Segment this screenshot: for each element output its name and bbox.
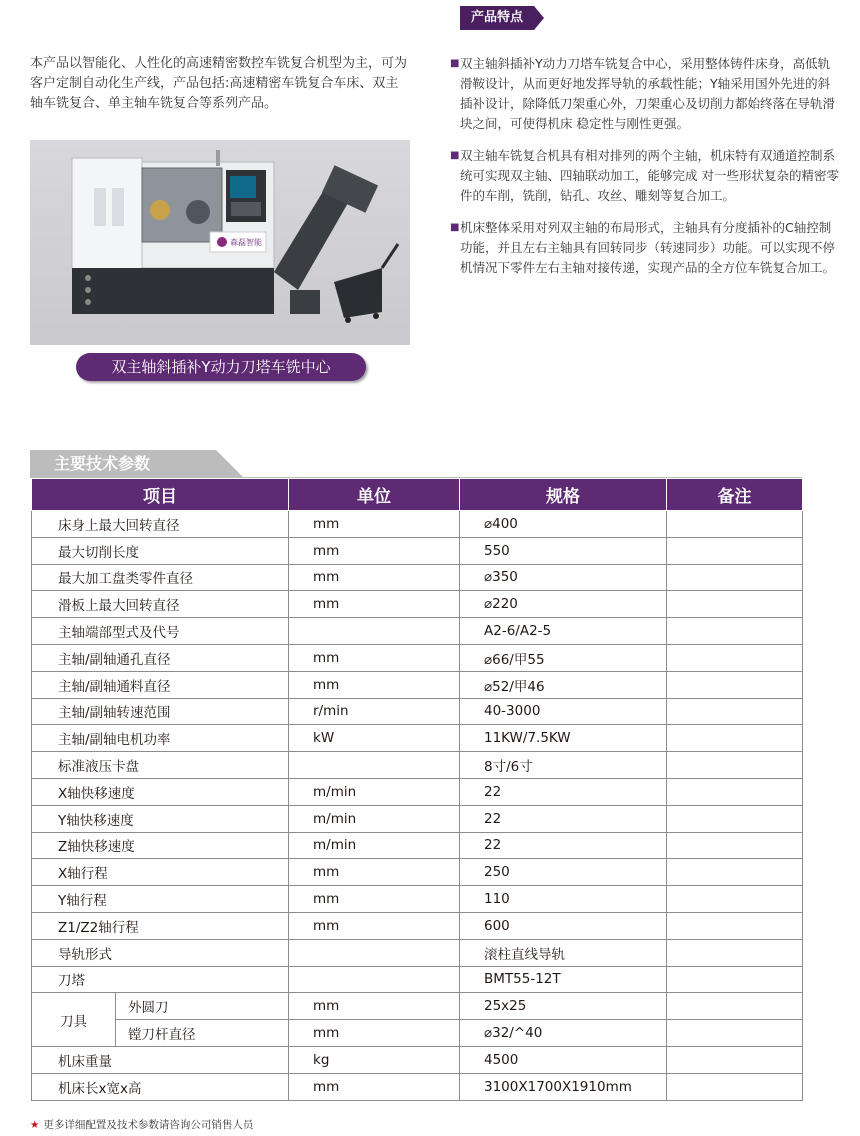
footnote	[30, 1117, 253, 1132]
header-unit: 单位	[289, 479, 460, 511]
cell-note	[667, 671, 803, 698]
cell-item: 滑板上最大回转直径	[32, 591, 289, 618]
cell-item: 最大加工盘类零件直径	[32, 564, 289, 591]
cell-spec: 22	[460, 805, 667, 832]
table-row	[32, 564, 803, 591]
cell-item: 导轨形式	[32, 939, 289, 966]
cell-spec: 110	[460, 886, 667, 913]
cell-unit: mm	[289, 644, 460, 671]
cell-spec: ⌀350	[460, 564, 667, 591]
table-row	[32, 725, 803, 752]
cell-item: Z1/Z2轴行程	[32, 912, 289, 939]
cell-note	[667, 1046, 803, 1073]
cell-note	[667, 859, 803, 886]
cell-unit	[289, 939, 460, 966]
cell-note	[667, 618, 803, 645]
bullet-icon: ■	[450, 222, 460, 233]
table-row	[32, 939, 803, 966]
cell-item: Y轴快移速度	[32, 805, 289, 832]
features-list	[450, 54, 842, 290]
cell-note	[667, 1073, 803, 1100]
cell-note	[667, 511, 803, 538]
footnote-text: 更多详细配置及技术参数请咨询公司销售人员	[43, 1119, 254, 1131]
cell-note	[667, 832, 803, 859]
cell-unit: mm	[289, 591, 460, 618]
cell-spec: 8寸/6寸	[460, 752, 667, 779]
cell-unit	[289, 966, 460, 993]
cell-note	[667, 966, 803, 993]
cell-spec: 4500	[460, 1046, 667, 1073]
cell-unit	[289, 618, 460, 645]
cell-spec: 40-3000	[460, 698, 667, 725]
cell-note	[667, 644, 803, 671]
cell-item: 主轴/副轴通料直径	[32, 671, 289, 698]
table-row	[32, 886, 803, 913]
lathe-illustration	[30, 140, 410, 345]
table-row	[32, 644, 803, 671]
cell-unit: mm	[289, 1073, 460, 1100]
cell-spec: A2-6/A2-5	[460, 618, 667, 645]
feature-text: 机床整体采用对列双主轴的布局形式，主轴具有分度插补的C轴控制功能，并且左右主轴具有回转同步（转速同步）功能。可以实现不停机情况下零件左右主轴对接传递，实现产品的全方位车铣复合加工。	[460, 220, 836, 275]
table-row	[32, 966, 803, 993]
cell-unit: mm	[289, 886, 460, 913]
cell-item: X轴行程	[32, 859, 289, 886]
cell-unit: r/min	[289, 698, 460, 725]
cell-note	[667, 725, 803, 752]
cell-item: 机床重量	[32, 1046, 289, 1073]
cell-note	[667, 1020, 803, 1047]
machine-caption: 双主轴斜插补Y动力刀塔车铣中心	[76, 353, 366, 381]
cell-spec: 550	[460, 537, 667, 564]
cell-note	[667, 886, 803, 913]
header-spec: 规格	[460, 479, 667, 511]
cell-note	[667, 698, 803, 725]
cell-sub-item: 外圆刀	[116, 993, 289, 1020]
cell-unit: m/min	[289, 832, 460, 859]
cell-spec: 250	[460, 859, 667, 886]
table-row	[32, 805, 803, 832]
cell-item: 主轴/副轴转速范围	[32, 698, 289, 725]
table-row	[32, 859, 803, 886]
cell-note	[667, 537, 803, 564]
header-note: 备注	[667, 479, 803, 511]
cell-unit: kg	[289, 1046, 460, 1073]
cell-note	[667, 939, 803, 966]
table-row	[32, 752, 803, 779]
table-row	[32, 1046, 803, 1073]
cell-unit: mm	[289, 564, 460, 591]
table-row	[32, 537, 803, 564]
table-row	[32, 912, 803, 939]
cell-spec: ⌀220	[460, 591, 667, 618]
brand-text: 森磊智能	[230, 238, 262, 247]
table-row	[32, 618, 803, 645]
table-row	[32, 993, 803, 1020]
cell-unit: mm	[289, 671, 460, 698]
feature-text: 双主轴车铣复合机具有相对排列的两个主轴，机床特有双通道控制系统可实现双主轴、四轴联动加工，能够完成 对一些形状复杂的精密零件的车削，铣削，钻孔、攻丝、雕刻等复合加工。	[460, 148, 839, 203]
spec-section-title: 主要技术参数	[30, 450, 216, 478]
cell-item: 主轴/副轴通孔直径	[32, 644, 289, 671]
cell-spec: ⌀400	[460, 511, 667, 538]
cell-unit: mm	[289, 511, 460, 538]
cell-spec: ⌀66/甲55	[460, 644, 667, 671]
table-row	[32, 511, 803, 538]
cell-unit: mm	[289, 993, 460, 1020]
cell-spec: 3100X1700X1910mm	[460, 1073, 667, 1100]
cell-item: Y轴行程	[32, 886, 289, 913]
cell-item: 最大切削长度	[32, 537, 289, 564]
cell-spec: 600	[460, 912, 667, 939]
cell-item: Z轴快移速度	[32, 832, 289, 859]
feature-text: 双主轴斜插补Y动力刀塔车铣复合中心，采用整体铸件床身，高低轨滑鞍设计，从而更好地发挥导轨的承载性能；Y轴采用国外先进的斜插补设计，除降低刀架重心外，刀架重心及切削力都始终落在导轨滑块之间，可使得机床 稳定性与刚性更强。	[460, 56, 836, 131]
table-row	[32, 1020, 803, 1047]
cell-spec: 22	[460, 778, 667, 805]
bullet-icon: ■	[450, 58, 460, 69]
cell-item: 机床长x宽x高	[32, 1073, 289, 1100]
cell-note	[667, 591, 803, 618]
cell-spec: ⌀52/甲46	[460, 671, 667, 698]
intro-paragraph: 本产品以智能化、人性化的高速精密数控车铣复合机型为主，可为客户定制自动化生产线，产品包括:高速精密车铣复合车床、双主轴车铣复合、单主轴车铣复合等系列产品。	[30, 56, 408, 111]
bullet-icon: ■	[450, 150, 460, 161]
cell-spec: 11KW/7.5KW	[460, 725, 667, 752]
cell-item: 主轴端部型式及代号	[32, 618, 289, 645]
cell-unit: mm	[289, 537, 460, 564]
cell-spec: 滚柱直线导轨	[460, 939, 667, 966]
machine-photo	[30, 140, 410, 345]
cell-item: 标准液压卡盘	[32, 752, 289, 779]
cell-unit: mm	[289, 859, 460, 886]
star-icon: ★	[30, 1119, 40, 1131]
cell-note	[667, 778, 803, 805]
cell-item: 主轴/副轴电机功率	[32, 725, 289, 752]
cell-unit: mm	[289, 1020, 460, 1047]
table-row	[32, 778, 803, 805]
table-row	[32, 591, 803, 618]
cell-item: 床身上最大回转直径	[32, 511, 289, 538]
cell-sub-item: 镗刀杆直径	[116, 1020, 289, 1047]
table-row	[32, 1073, 803, 1100]
header-item: 项目	[32, 479, 289, 511]
cell-spec: BMT55-12T	[460, 966, 667, 993]
cell-note	[667, 752, 803, 779]
cell-item: 刀塔	[32, 966, 289, 993]
cell-note	[667, 805, 803, 832]
table-row	[32, 671, 803, 698]
cell-item: X轴快移速度	[32, 778, 289, 805]
cell-spec: ⌀32/^40	[460, 1020, 667, 1047]
table-row	[32, 698, 803, 725]
cell-unit: m/min	[289, 805, 460, 832]
feature-item	[450, 218, 842, 278]
cell-unit: mm	[289, 912, 460, 939]
cell-spec: 25x25	[460, 993, 667, 1020]
cell-group-label: 刀具	[32, 993, 116, 1047]
cell-note	[667, 912, 803, 939]
cell-note	[667, 564, 803, 591]
cell-unit: kW	[289, 725, 460, 752]
spec-table	[31, 478, 803, 1101]
table-row	[32, 832, 803, 859]
cell-spec: 22	[460, 832, 667, 859]
feature-item	[450, 146, 842, 206]
cell-note	[667, 993, 803, 1020]
feature-item	[450, 54, 842, 134]
table-header-row	[32, 479, 803, 511]
features-title: 产品特点	[460, 6, 534, 30]
cell-unit	[289, 752, 460, 779]
cell-unit: m/min	[289, 778, 460, 805]
